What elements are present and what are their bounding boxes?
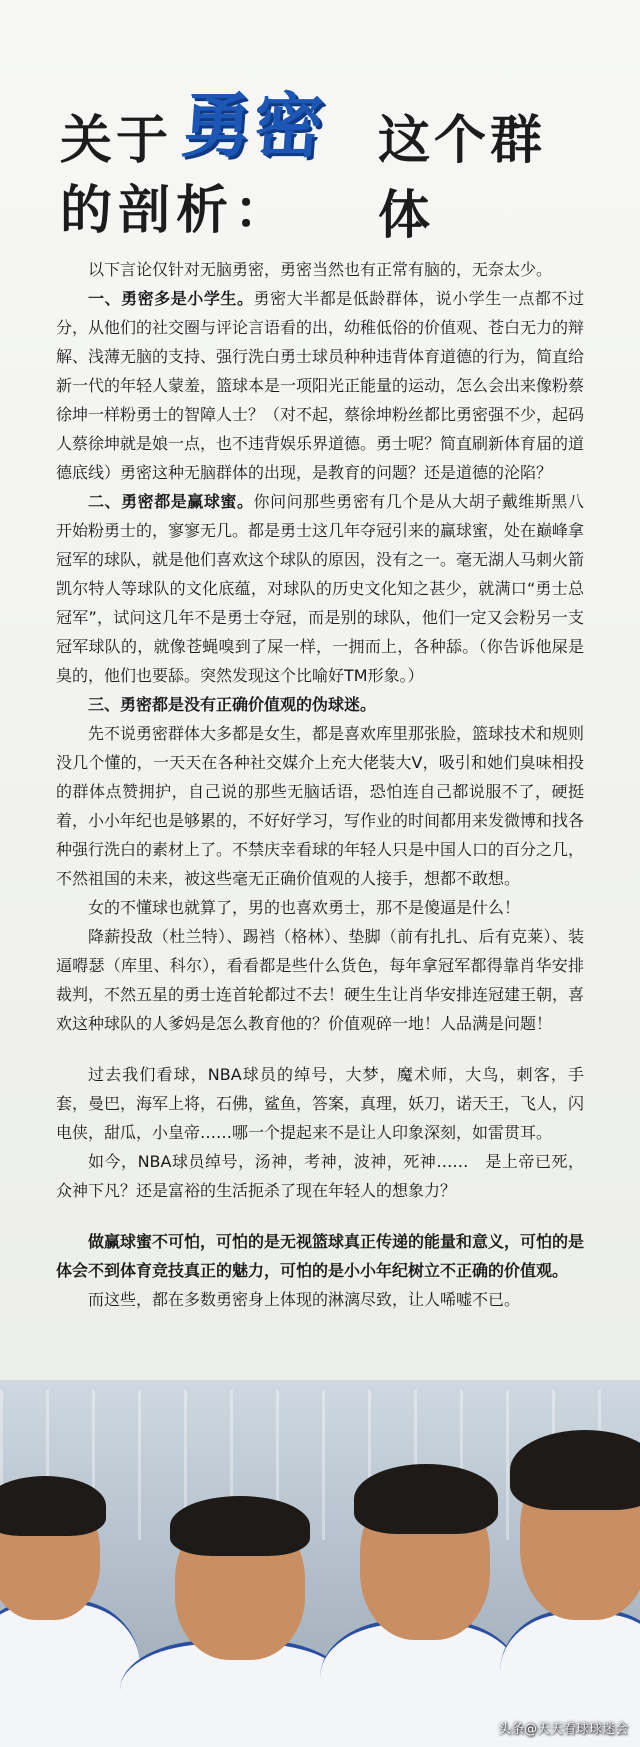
children-photo: [0, 1380, 640, 1747]
paragraph-text: 以下言论仅针对无脑勇密，勇密当然也有正常有脑的，无奈太少。: [88, 260, 553, 279]
paragraph-text: 先不说勇密群体大多都是女生，都是喜欢库里那张脸，篮球技术和规则没几个懂的，一天天在各种社交媒介上充大佬装大V，吸引和她们臭味相投的群体点赞拥护，自己说的那些无脑话语，恐怕连自己都说服不了，硬挺着，小小年纪也是够累的，不好好学习，写作业的时间都用来发微博和找各种强行洗白的素材上了。不禁庆幸看球的年轻人只是中国人口的百分之几，不然祖国的未来，被这些毫无正确价值观的人接手，想都不敢想。: [56, 724, 585, 888]
paragraph-text: 勇密大半都是低龄群体，说小学生一点都不过分，从他们的社交圈与评论言语看的出，幼稚低俗的价值观、苍白无力的辩解、浅薄无脑的支持、强行洗白勇士球员种种违背体育道德的行为，简直给新一代的年轻人蒙羞，篮球本是一项阳光正能量的运动，怎么会出来像粉蔡徐坤一样粉勇士的智障人士？（对不起，蔡徐坤粉丝都比勇密强不少，起码人蔡徐坤就是娘一点，也不违背娱乐界道德。勇士呢？简直刷新体育届的道德底线）勇密这种无脑群体的出现，是教育的问题？还是道德的沦陷？: [56, 289, 585, 482]
title-prefix: 关于: [60, 111, 173, 171]
title-highlight: 勇密: [178, 85, 329, 167]
kid-center-right: [320, 1450, 520, 1747]
paragraph: [56, 922, 584, 1038]
watermark-text: 头条@天天看球球迷会: [497, 1722, 628, 1737]
kid-right: [497, 1410, 640, 1747]
title-suffix: 这个群体: [378, 111, 547, 246]
paragraph-text: 而这些，都在多数勇密身上体现的淋漓尽致，让人唏嘘不已。: [88, 1290, 521, 1309]
article-title: [60, 70, 600, 246]
paragraph-text: 女的不懂球也就算了，男的也喜欢勇士，那不是傻逼是什么！: [88, 898, 521, 917]
paragraph: [56, 255, 584, 284]
article-body: [56, 255, 584, 1314]
paragraph-text: 降薪投敌（杜兰特）、踢裆（格林）、垫脚（前有扎扎、后有克莱）、装逼嘚瑟（库里、科尔），看看都是些什么货色，每年拿冠军都得靠肖华安排裁判，不然五星的勇士连首轮都过不去！硬生生让肖华安排连冠建王朝，喜欢这种球队的人爹妈是怎么教育他的？价值观碎一地！人品满是问题！: [56, 927, 585, 1033]
section-heading: 三、勇密都是没有正确价值观的伪球迷。: [88, 695, 377, 714]
paragraph-text: 做赢球蜜不可怕，可怕的是无视篮球真正传递的能量和意义，可怕的是体会不到体育竞技真正的魅力，可怕的是小小年纪树立不正确的价值观。: [56, 1232, 585, 1280]
title-line-2: 的剖析：: [60, 181, 293, 241]
kid-center: [120, 1490, 350, 1747]
paragraph: [56, 1147, 584, 1205]
paragraph: [56, 893, 584, 922]
paragraph-text: 过去我们看球，NBA球员的绰号，大梦，魔术师，大鸟，刺客，手套，曼巴，海军上将，石佛，鲨鱼，答案，真理，妖刀，诺天王，飞人，闪电侠，甜瓜，小皇帝……哪一个提起来不是让人印象深刻，如雷贯耳。: [56, 1065, 585, 1142]
section-heading: 一、勇密多是小学生。: [88, 289, 254, 308]
section-heading: 二、勇密都是赢球蜜。: [88, 492, 254, 511]
paragraph: [56, 1227, 584, 1285]
paragraph-text: 你问问那些勇密有几个是从大胡子戴维斯黑八开始粉勇士的，寥寥无几。都是勇士这几年夺冠引来的赢球蜜，处在巅峰拿冠军的球队，就是他们喜欢这个球队的原因，没有之一。毫无湖人马刺火箭凯尔特人等球队的文化底蕴，对球队的历史文化知之甚少，就满口“勇士总冠军”，试问这几年不是勇士夺冠，而是别的球队，他们一定又会粉另一支冠军球队的，就像苍蝇嗅到了屎一样，一拥而上，各种舔。（你告诉他屎是臭的，他们也要舔。突然发现这个比喻好TM形象。）: [56, 492, 585, 685]
paragraph: [56, 1060, 584, 1147]
kid-left: [0, 1450, 140, 1747]
paragraph: [56, 1285, 584, 1314]
paragraph: [56, 719, 584, 893]
paragraph-text: 如今，NBA球员绰号，汤神，考神，波神，死神…… 是上帝已死，众神下凡？还是富裕的生活扼杀了现在年轻人的想象力？: [56, 1152, 584, 1200]
paragraph: [56, 284, 584, 487]
paragraph: [56, 690, 584, 719]
paragraph: [56, 487, 584, 690]
